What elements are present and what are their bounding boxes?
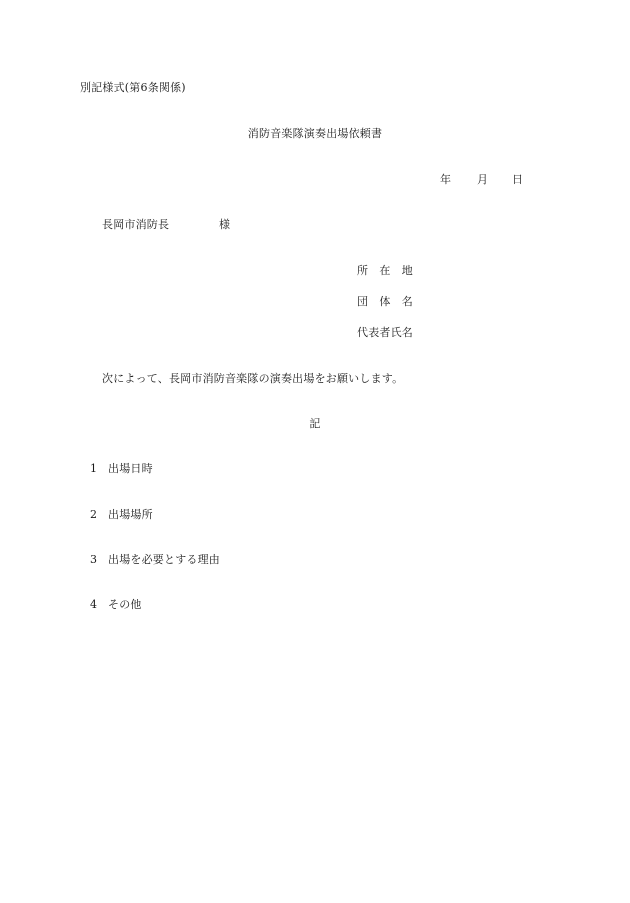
applicant-organization-label: 団 体 名 [357, 295, 413, 308]
item-label: 出場場所 [108, 508, 153, 521]
list-item [90, 509, 153, 520]
date-year-label: 年 [440, 173, 452, 186]
item-number: 4 [90, 598, 98, 611]
ki-heading: 記 [309, 417, 321, 430]
item-number: 2 [90, 508, 98, 521]
request-sentence: 次によって、長岡市消防音楽隊の演奏出場をお願いします。 [102, 372, 404, 385]
applicant-representative-label: 代表者氏名 [357, 326, 413, 339]
addressee-honorific: 様 [219, 218, 231, 231]
item-number: 3 [90, 553, 98, 566]
addressee-name: 長岡市消防長 [102, 218, 170, 231]
applicant-address-label: 所 在 地 [357, 264, 413, 277]
list-item [90, 554, 220, 565]
item-label: 出場を必要とする理由 [108, 553, 220, 566]
document-title: 消防音楽隊演奏出場依頼書 [247, 127, 383, 140]
form-label: 別記様式(第6条関係) [80, 81, 186, 94]
item-number: 1 [90, 462, 98, 475]
item-label: その他 [108, 598, 142, 611]
list-item [90, 599, 142, 610]
item-label: 出場日時 [108, 462, 153, 475]
date-month-label: 月 [477, 173, 489, 186]
list-item [90, 463, 153, 474]
date-day-label: 日 [512, 173, 524, 186]
